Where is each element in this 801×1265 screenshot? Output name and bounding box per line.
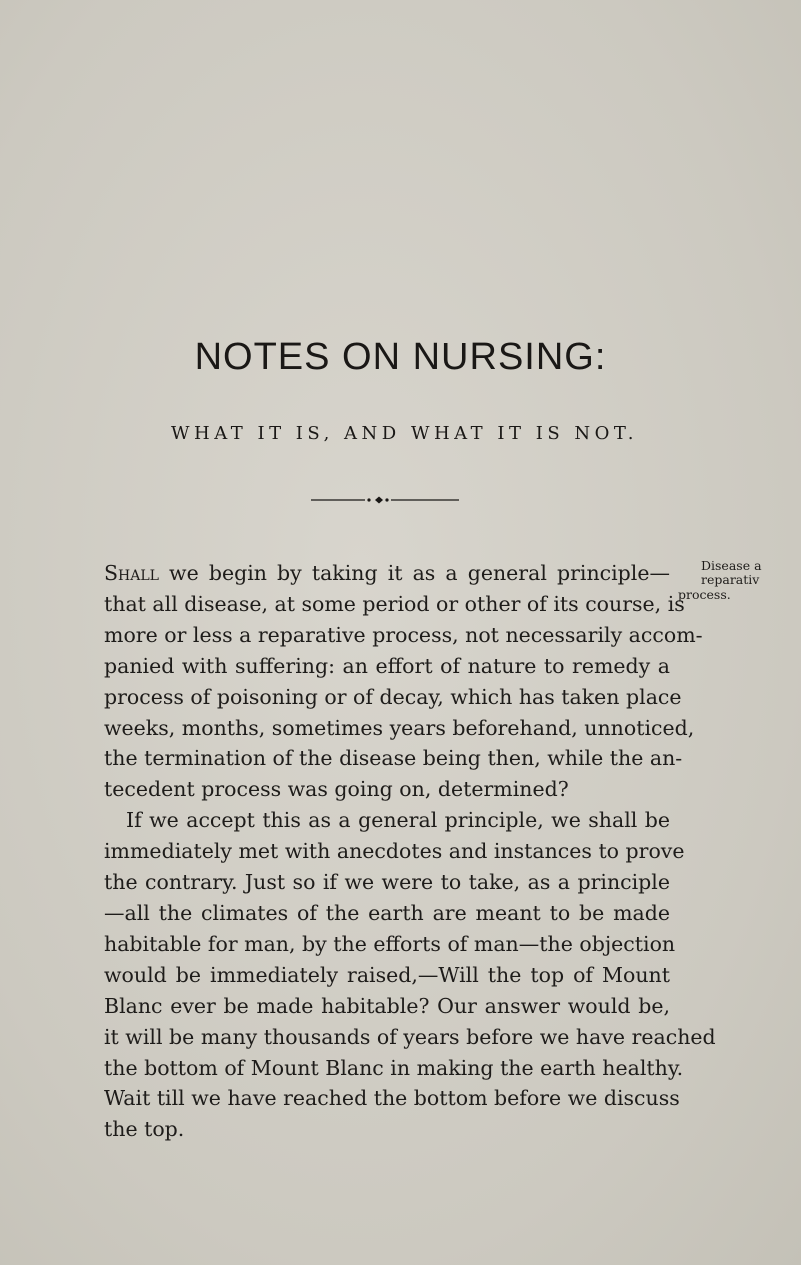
- margin-note: [678, 559, 793, 602]
- paragraph-1: [104, 558, 703, 805]
- text-line: habitable for man, by the efforts of man—the objection: [104, 931, 676, 956]
- margin-note-line: reparativ: [701, 571, 760, 587]
- text-line: the termination of the disease being then, while the an-: [104, 746, 683, 771]
- text-line: Blanc ever be made habitable? Our answer would be,: [104, 993, 670, 1018]
- text-line: the bottom of Mount Blanc in making the earth healthy.: [104, 1055, 684, 1080]
- text-line: the contrary. Just so if we were to take, as a principle: [104, 870, 670, 895]
- opening-word: Shall: [104, 561, 159, 585]
- text-line: panied with suffering: an effort of nature to remedy a: [104, 653, 670, 678]
- text-line: If we accept this as a general principle, we shall be: [126, 808, 670, 833]
- text-line: would be immediately raised,—Will the top of Mount: [104, 962, 670, 987]
- text-line: immediately met with anecdotes and instances to prove: [104, 839, 685, 864]
- text-line: weeks, months, sometimes years beforehand, unnoticed,: [104, 715, 695, 740]
- text-line: that all disease, at some period or other of its course, is: [104, 591, 685, 616]
- text-line: more or less a reparative process, not necessarily accom-: [104, 622, 703, 647]
- page-title: NOTES ON NURSING:: [194, 336, 607, 378]
- ornament-dot-2: [385, 498, 388, 501]
- text-line: Wait till we have reached the bottom before we discuss: [104, 1086, 680, 1111]
- ornament-dot-1: [367, 498, 370, 501]
- text-line: —all the climates of the earth are meant to be made: [104, 900, 670, 925]
- text-line: Shall we begin by taking it as a general principle—: [104, 561, 670, 585]
- body-text: [104, 558, 716, 1145]
- text-line: process of poisoning or of decay, which has taken place: [104, 684, 682, 709]
- page-subtitle: WHAT IT IS, AND WHAT IT IS NOT.: [171, 423, 638, 444]
- text-line: tecedent process was going on, determined?: [104, 777, 569, 802]
- text-line: it will be many thousands of years before we have reached: [104, 1024, 716, 1049]
- margin-note-line: Disease a: [701, 558, 762, 573]
- ornament-rule: [311, 495, 459, 505]
- text-line: the top.: [104, 1117, 185, 1142]
- margin-note-line: process.: [678, 587, 731, 602]
- ornament-diamond: [375, 497, 383, 504]
- paragraph-2: [104, 805, 716, 1145]
